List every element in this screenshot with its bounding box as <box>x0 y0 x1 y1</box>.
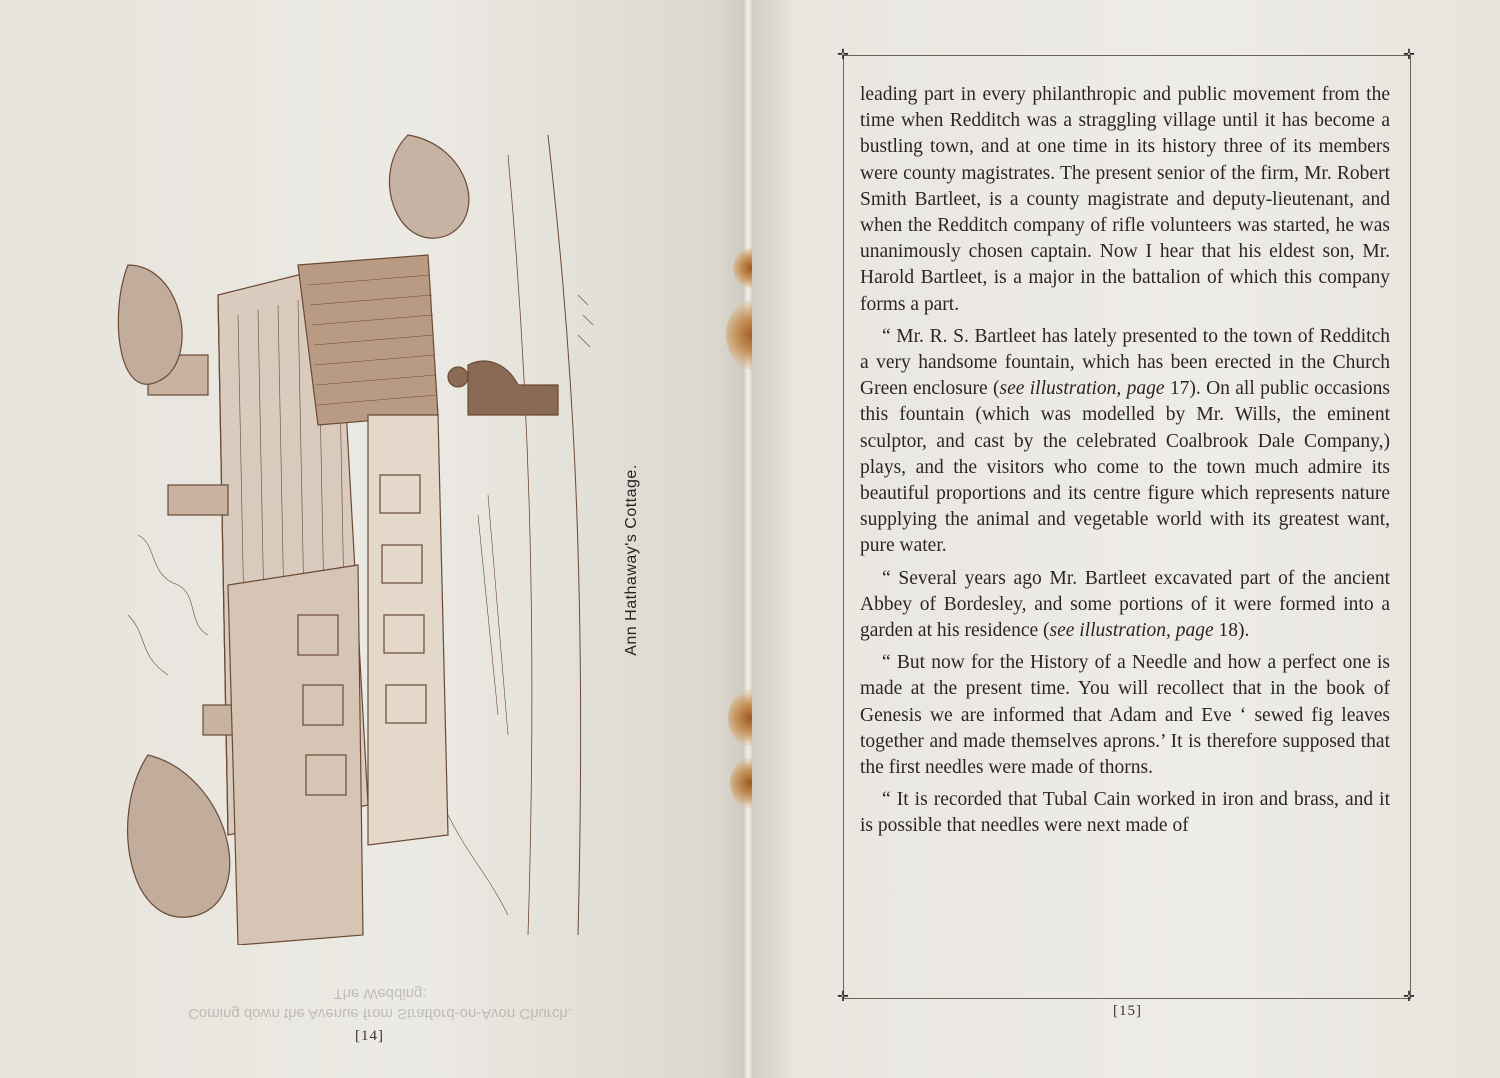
paragraph-3: “ Several years ago Mr. Bartleet excavated part of the ancient Abbey of Bordesley, and some portions of it were formed into a garden at his residence (see illustration, page 18). <box>860 567 1390 642</box>
corner-ornament-icon: ✛ <box>1403 989 1415 1005</box>
left-page <box>0 0 745 1078</box>
corner-ornament-icon: ✛ <box>1403 47 1415 63</box>
corner-ornament-icon: ✛ <box>837 989 849 1005</box>
illustration-caption: Ann Hathaway's Cottage. <box>623 464 640 656</box>
paragraph-4: “ But now for the History of a Needle and how a perfect one is made at the present time. You will recollect that in the book of Genesis we are informed that Adam and Eve ‘ sewed fig leaves together and made themselves aprons.’ It is therefore supposed that the first needles were made of thorns. <box>860 652 1390 779</box>
corner-ornament-icon: ✛ <box>837 47 849 63</box>
ghost-caption-line-2: Coming down the Avenue from Stratford-on-Avon Church. <box>188 1005 572 1022</box>
paragraph-2: “ Mr. R. S. Bartleet has lately presented to the town of Redditch a very handsome fountain, which has been erected in the Church Green enclosure (see illustration, page 17). On all public occasions this fountain (which was modelled by Mr. Wills, the eminent sculptor, and cast by the celebrated Coalbrook Dale Company,) plays, and the visitors who come to the town much admire its beautiful proportions and its centre figure which represents nature supplying the animal and vegetable world with its greatest want, pure water. <box>860 325 1390 557</box>
body-text <box>860 82 1390 846</box>
left-page-number: [14] <box>355 1028 384 1044</box>
right-page-number: [15] <box>1113 1003 1142 1019</box>
paragraph-1: leading part in every philanthropic and public movement from the time when Redditch was a straggling village until it has become a bustling town, and at one time in its history three of its members were county magistrates. The present senior of the firm, Mr. Robert Smith Bartleet, is a county magistrate and deputy-lieutenant, and when the Redditch company of rifle volunteers was started, he was unanimously chosen captain. Now I hear that his eldest son, Mr. Harold Bartleet, is a major in the battalion of which this company forms a part. <box>860 84 1390 315</box>
cottage-engraving <box>108 115 628 945</box>
ghost-caption-line-1: The Wedding: <box>333 985 427 1002</box>
paragraph-5: “ It is recorded that Tubal Cain worked in iron and brass, and it is possible that needles were next made of <box>860 789 1390 837</box>
